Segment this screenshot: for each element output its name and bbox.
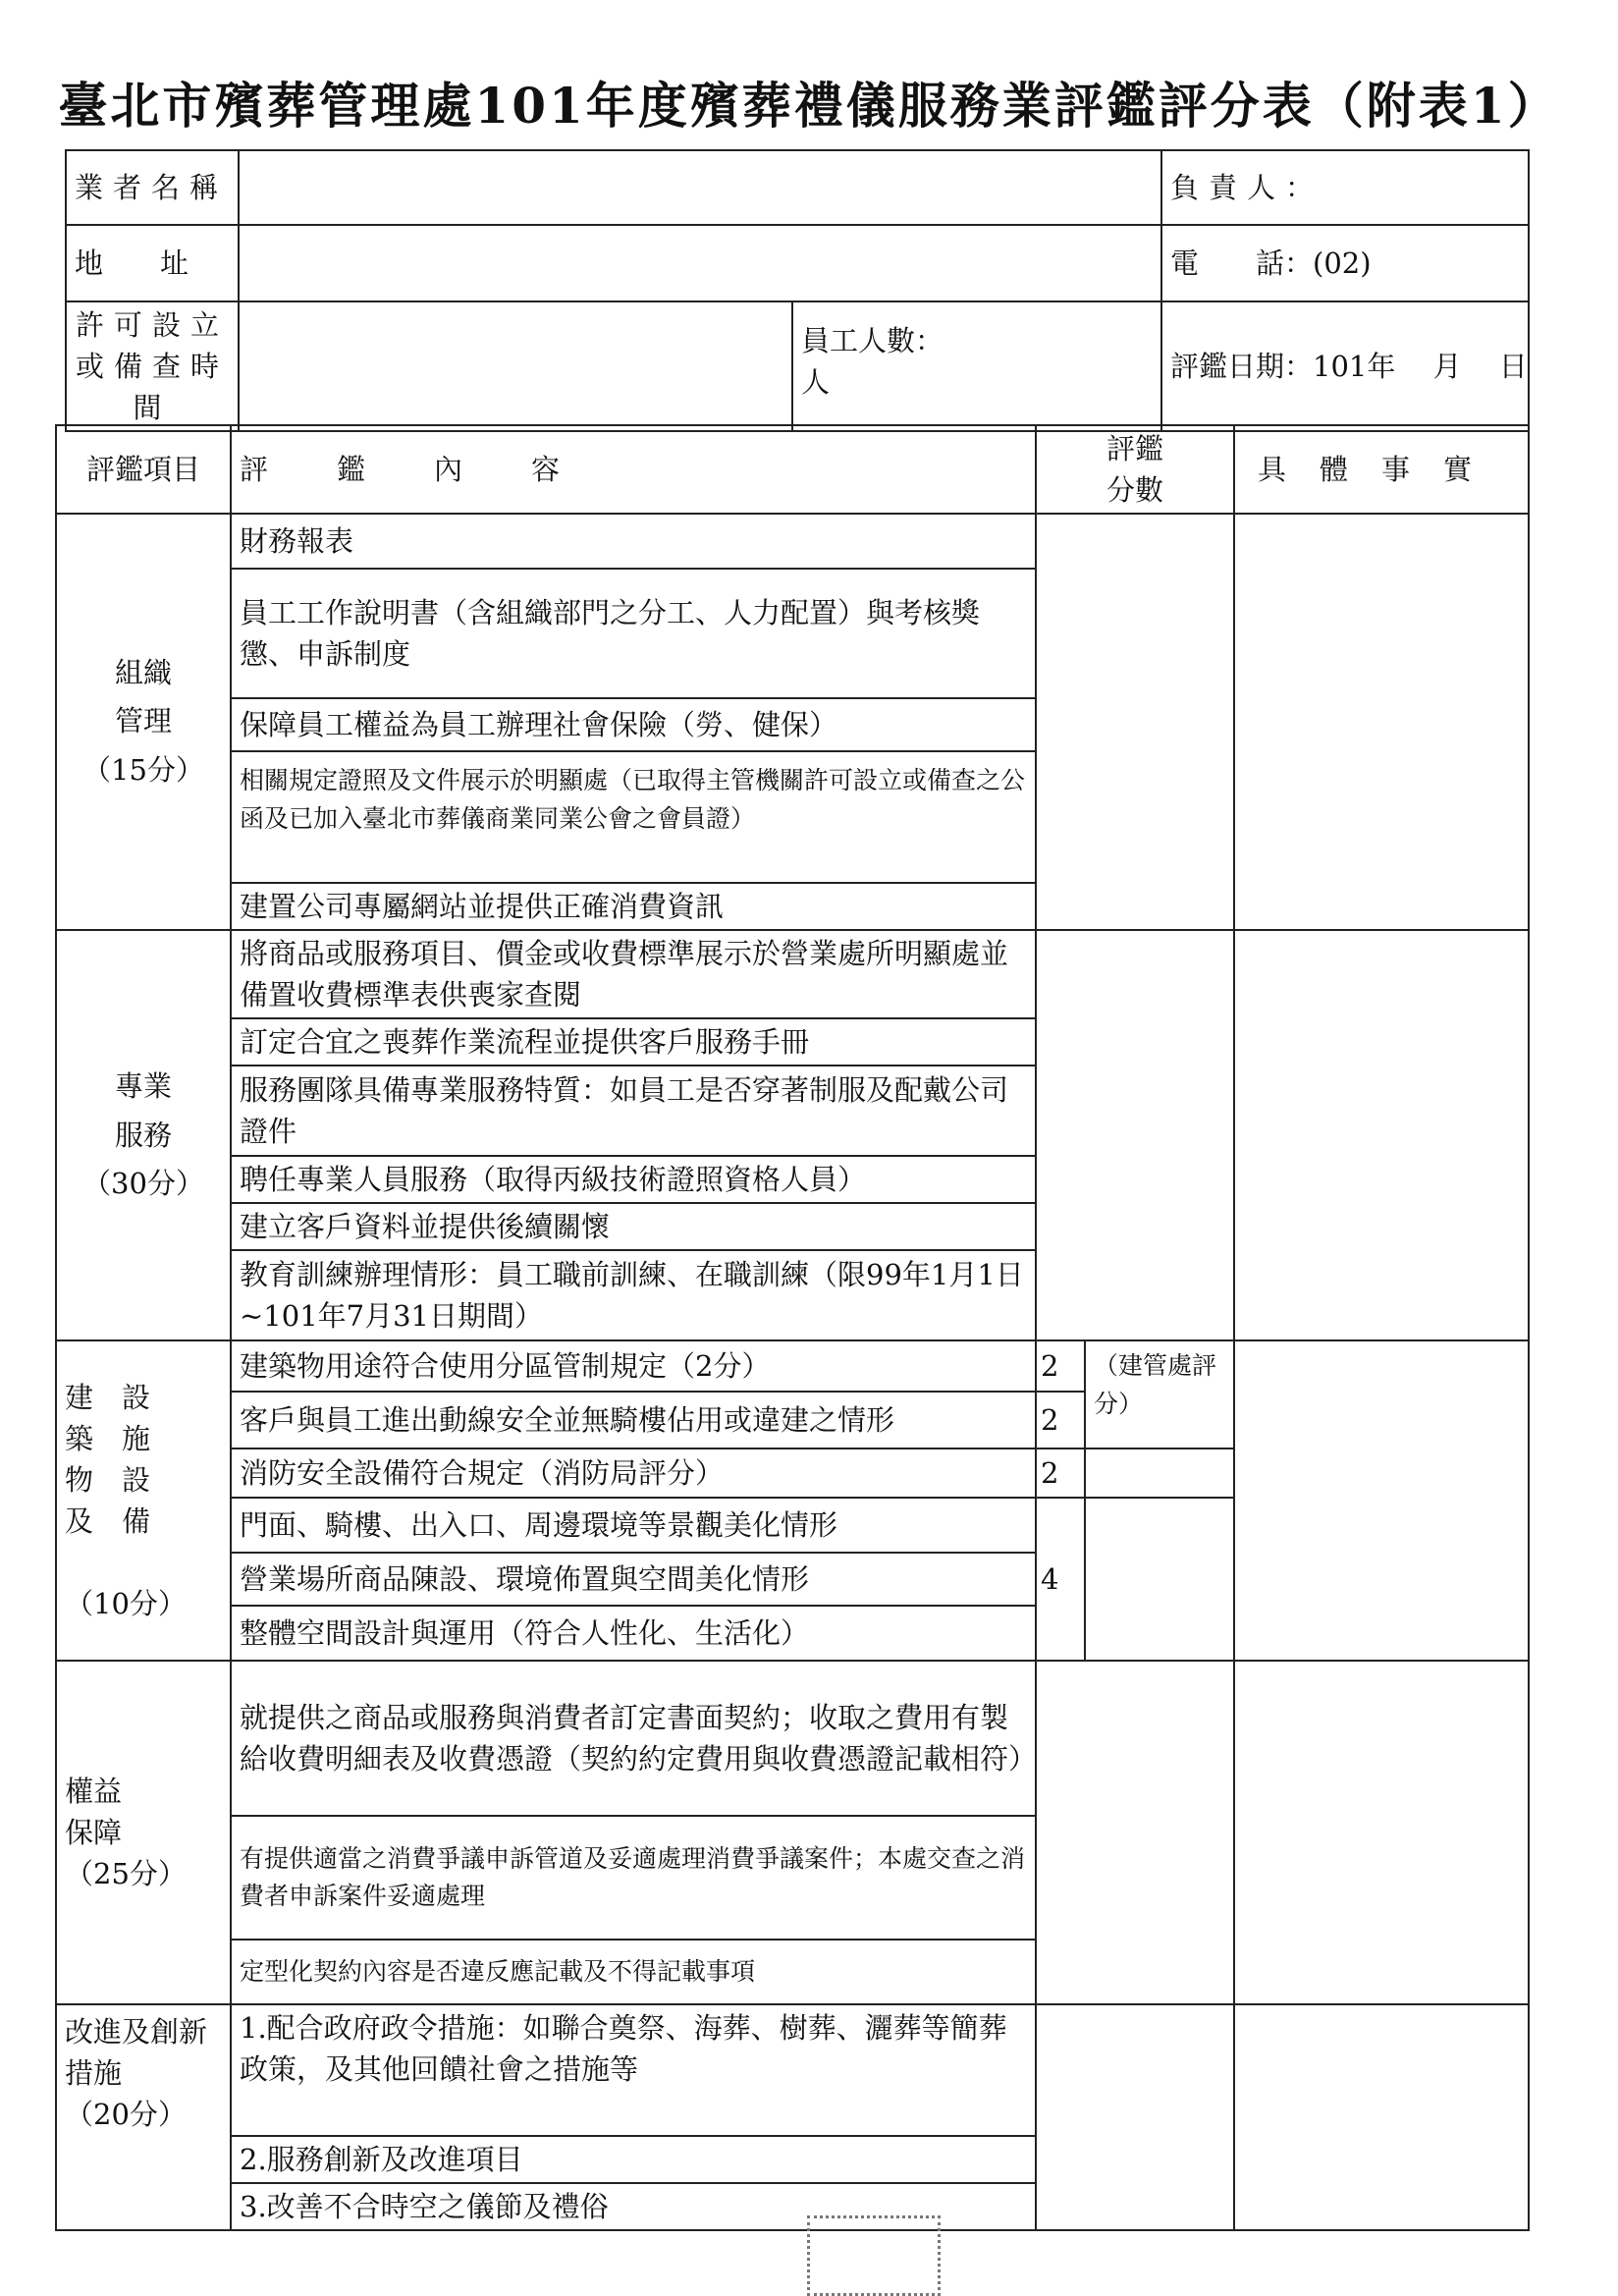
score-cell[interactable] [1036,930,1234,1340]
section-name: 專業 服務 （30分） [56,930,231,1340]
company-label: 業者名稱 [66,150,239,225]
criterion: 有提供適當之消費爭議申訴管道及妥適處理消費爭議案件；本處交查之消費者申訴案件妥適處理 [231,1816,1036,1940]
criterion: 1.配合政府政令措施：如聯合奠祭、海葬、樹葬、灑葬等簡葬政策，及其他回饋社會之措施等 [231,2004,1036,2136]
facts-cell[interactable] [1234,930,1529,1340]
address-field[interactable] [239,225,1161,301]
col-header-item: 評鑑項目 [56,425,231,514]
criterion: 訂定合宜之喪葬作業流程並提供客戶服務手冊 [231,1018,1036,1066]
criterion: 營業場所商品陳設、環境佈置與空間美化情形 [231,1553,1036,1606]
score-value: 2 [1036,1392,1085,1449]
phone-label: 電 話：(02) [1161,225,1529,301]
criterion: 教育訓練辦理情形：員工職前訓練、在職訓練（限99年1月1日~101年7月31日期間） [231,1250,1036,1340]
score-value: 4 [1036,1498,1085,1661]
score-value: 2 [1036,1449,1085,1498]
criterion: 財務報表 [231,514,1036,569]
criterion: 整體空間設計與運用（符合人性化、生活化） [231,1606,1036,1661]
score-cell[interactable] [1036,1661,1234,2004]
section-name: 建 設 築 施 物 設 及 備 （10分） [56,1340,231,1661]
facts-cell[interactable] [1234,2004,1529,2230]
criterion: 建築物用途符合使用分區管制規定（2分） [231,1340,1036,1392]
section-name: 改進及創新措施 （20分） [56,2004,231,2230]
col-header-score: 評鑑分數 [1036,425,1234,514]
criterion: 員工工作說明書（含組織部門之分工、人力配置）與考核獎懲、申訴制度 [231,569,1036,698]
address-label: 地 址 [66,225,239,301]
score-cell[interactable] [1085,1498,1234,1661]
permit-field[interactable] [239,301,792,431]
score-value: 2 [1036,1340,1085,1392]
permit-label: 許可設立或備查時間 [66,301,239,431]
criterion: 相關規定證照及文件展示於明顯處（已取得主管機關許可設立或備查之公函及已加入臺北市葬儀商業同業公會之會員證） [231,751,1036,883]
owner-label: 負責人： [1161,150,1529,225]
criterion: 3.改善不合時空之儀節及禮俗 [231,2183,1036,2230]
criterion: 聘任專業人員服務（取得丙級技術證照資格人員） [231,1156,1036,1203]
criterion: 建置公司專屬網站並提供正確消費資訊 [231,883,1036,930]
criterion: 建立客戶資料並提供後續關懷 [231,1203,1036,1250]
criterion: 保障員工權益為員工辦理社會保險（勞、健保） [231,698,1036,751]
facts-cell[interactable] [1234,514,1529,930]
section-name: 組織 管理 （15分） [56,514,231,930]
header-table [65,149,1530,432]
col-header-content: 評鑑內容 [231,425,1036,514]
facts-cell[interactable] [1234,1340,1529,1661]
facts-cell[interactable] [1234,1661,1529,2004]
page-title: 臺北市殯葬管理處101年度殯葬禮儀服務業評鑑評分表（附表1） [58,77,1560,135]
criterion: 客戶與員工進出動線安全並無騎樓佔用或違建之情形 [231,1392,1036,1449]
criterion: 消防安全設備符合規定（消防局評分） [231,1449,1036,1498]
score-cell[interactable] [1085,1449,1234,1498]
criterion: 將商品或服務項目、價金或收費標準展示於營業處所明顯處並備置收費標準表供喪家查閱 [231,930,1036,1018]
score-cell[interactable] [1036,514,1234,930]
note-building-office: （建管處評分） [1085,1340,1234,1449]
date-label: 評鑑日期：101年 月 日 [1161,301,1529,431]
col-header-facts: 具體事實 [1234,425,1529,514]
criterion: 門面、騎樓、出入口、周邊環境等景觀美化情形 [231,1498,1036,1553]
criterion: 就提供之商品或服務與消費者訂定書面契約；收取之費用有製給收費明細表及收費憑證（契約約定費用與收費憑證記載相符） [231,1661,1036,1816]
score-cell[interactable] [1036,2004,1234,2230]
criterion: 服務團隊具備專業服務特質：如員工是否穿著制服及配戴公司證件 [231,1066,1036,1156]
section-name: 權益 保障 （25分） [56,1661,231,2004]
seal-stamp-icon [807,2215,941,2296]
company-name-field[interactable] [239,150,1161,225]
criterion: 2.服務創新及改進項目 [231,2136,1036,2183]
employees-label: 員工人數： 人 [792,301,1161,431]
criterion: 定型化契約內容是否違反應記載及不得記載事項 [231,1940,1036,2004]
evaluation-table [55,424,1530,2231]
